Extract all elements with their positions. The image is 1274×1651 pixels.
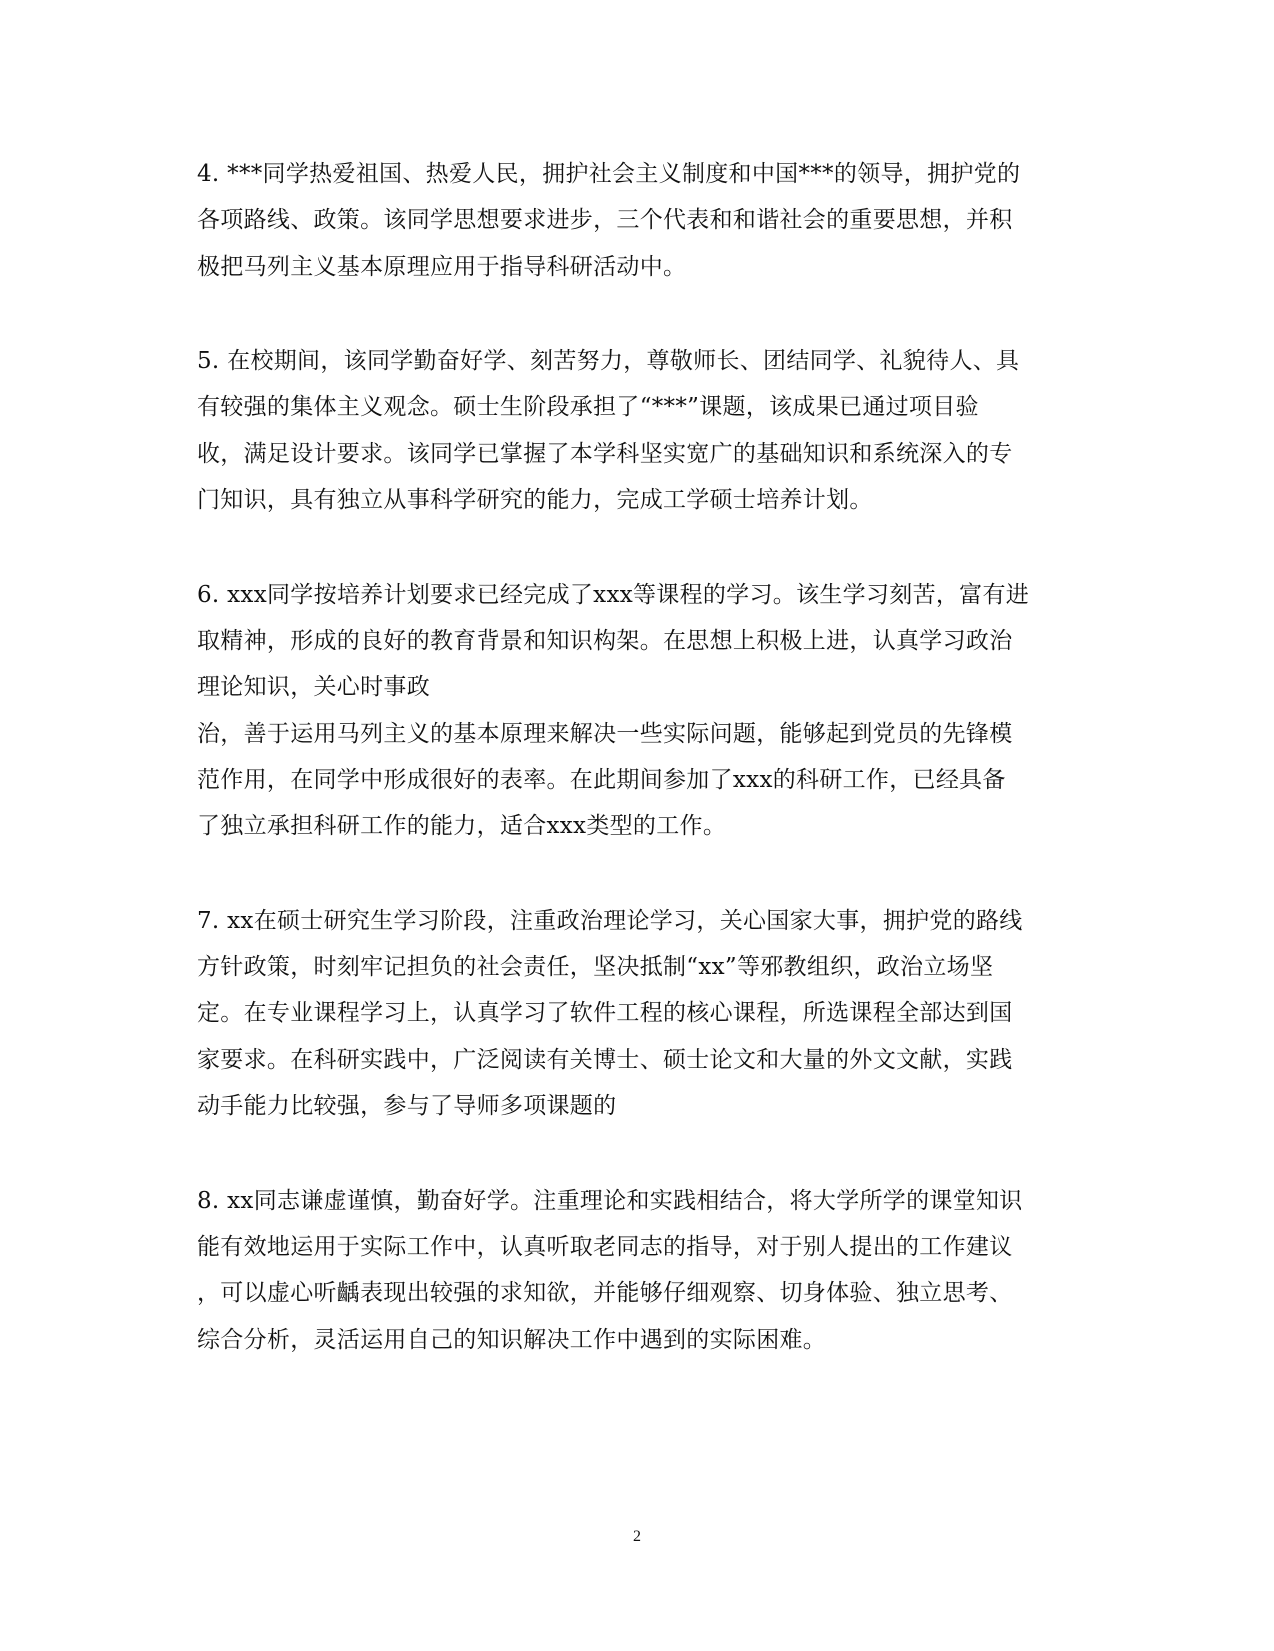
- paragraph-5-line-1: 5. 在校期间，该同学勤奋好学、刻苦努力，尊敬师长、团结同学、礼貌待人、具: [197, 348, 1020, 374]
- paragraph-5-line-2: 有较强的集体主义观念。硕士生阶段承担了“***”课题，该成果已通过项目验: [197, 394, 979, 420]
- paragraph-6-line-1: 6. xxx同学按培养计划要求已经完成了xxx等课程的学习。该生学习刻苦，富有进: [197, 582, 1030, 608]
- paragraph-4-line-3: 极把马列主义基本原理应用于指导科研活动中。: [197, 254, 687, 280]
- paragraph-6-line-5: 范作用，在同学中形成很好的表率。在此期间参加了xxx的科研工作，已经具备: [197, 767, 1006, 793]
- paragraph-8-line-4: 综合分析，灵活运用自己的知识解决工作中遇到的实际困难。: [197, 1327, 827, 1353]
- page-number: 2: [633, 1528, 641, 1545]
- paragraph-4-line-1: 4. ***同学热爱祖国、热爱人民，拥护社会主义制度和中国***的领导，拥护党的: [197, 161, 1021, 187]
- paragraph-5-line-3: 收，满足设计要求。该同学已掌握了本学科坚实宽广的基础知识和系统深入的专: [197, 441, 1013, 467]
- paragraph-6-line-3: 理论知识，关心时事政: [197, 674, 430, 700]
- paragraph-6-line-6: 了独立承担科研工作的能力，适合xxx类型的工作。: [197, 813, 727, 839]
- paragraph-4-line-2: 各项路线、政策。该同学思想要求进步，三个代表和和谐社会的重要思想，并积: [197, 207, 1013, 233]
- paragraph-6-line-4: 治，善于运用马列主义的基本原理来解决一些实际问题，能够起到党员的先锋模: [197, 721, 1013, 747]
- paragraph-8-line-3: ，可以虚心听齲表现出较强的求知欲，并能够仔细观察、切身体验、独立思考、: [197, 1280, 1013, 1306]
- paragraph-7-line-4: 家要求。在科研实践中，广泛阅读有关博士、硕士论文和大量的外文文献，实践: [197, 1047, 1013, 1073]
- paragraph-8-line-2: 能有效地运用于实际工作中，认真听取老同志的指导，对于别人提出的工作建议: [197, 1234, 1013, 1260]
- paragraph-5-line-4: 门知识，具有独立从事科学研究的能力，完成工学硕士培养计划。: [197, 487, 873, 513]
- paragraph-6-line-2: 取精神，形成的良好的教育背景和知识构架。在思想上积极上进，认真学习政治: [197, 628, 1013, 654]
- paragraph-7-line-1: 7. xx在硕士研究生学习阶段，注重政治理论学习，关心国家大事，拥护党的路线: [197, 908, 1023, 934]
- paragraph-8-line-1: 8. xx同志谦虚谨慎，勤奋好学。注重理论和实践相结合，将大学所学的课堂知识: [197, 1188, 1023, 1214]
- paragraph-7-line-5: 动手能力比较强，参与了导师多项课题的: [197, 1093, 617, 1119]
- paragraph-7-line-3: 定。在专业课程学习上，认真学习了软件工程的核心课程，所选课程全部达到国: [197, 1000, 1013, 1026]
- paragraph-7-line-2: 方针政策，时刻牢记担负的社会责任，坚决抵制“xx”等邪教组织，政治立场坚: [197, 954, 994, 980]
